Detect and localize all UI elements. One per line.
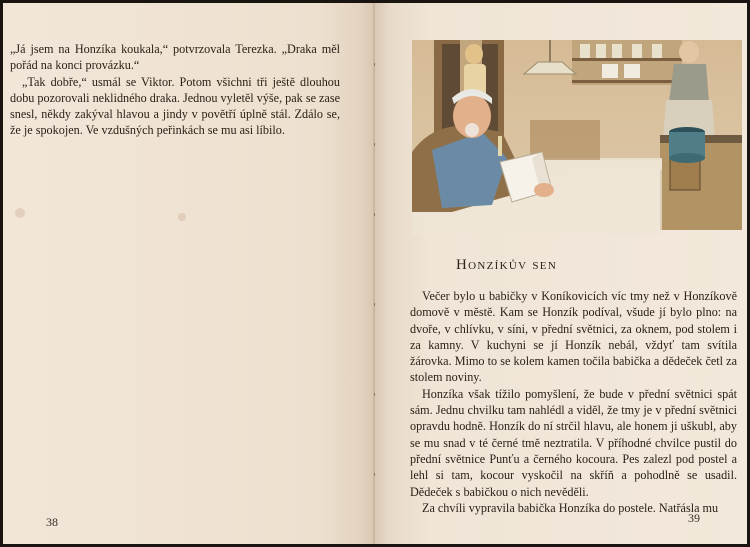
right-page-text	[410, 288, 737, 516]
paragraph: „Já jsem na Honzíka koukala,“ potvrzovala Terezka. „Draka měl pořád na konci provázku.“	[10, 42, 340, 73]
left-page-text	[10, 41, 340, 139]
page-number-left: 38	[46, 515, 58, 529]
paper-stain	[178, 213, 186, 221]
left-page	[3, 3, 375, 544]
kitchen-illustration	[412, 40, 742, 235]
paragraph: „Tak dobře,“ usmál se Viktor. Potom všichni tři ještě dlouhou dobu pozorovali neklidného draka. Jednou vyletěl výše, pak se zase snesl, někdy zakýval hlavou a jindy v povětří úplně stál. Zdálo se, že je spokojen. Ve vzdušných peřinkách se mu asi líbilo.	[10, 74, 340, 138]
right-page	[375, 3, 747, 544]
book-spread	[3, 3, 747, 544]
page-number-right: 39	[688, 511, 700, 525]
chapter-heading: Honzíkův sen	[456, 257, 558, 273]
paragraph: Za chvíli vypravila babička Honzíka do postele. Natřásla mu	[422, 500, 719, 515]
paragraph: Večer bylo u babičky v Koníkovicích víc tmy než v Honzíkově domově v městě. Kam se Honzík podíval, všude jí bylo plno: na dvoře, v chlívku, v síni, v přední světnici, za oknem, pod stolem i za kamny. V kuchyni se jí Honzík nebál, vždyť tam svítila žárovka. Mimo to se kolem kamen točila babička a dědeček četl za stolem noviny.	[410, 289, 737, 385]
paragraph: Honzíka však tížilo pomyšlení, že bude v přední světnici spát sám. Jednu chvilku tam nahlédl a viděl, že tmy je v přední světnici opravdu hodně. Honzík do ní strčil hlavu, ale honem ji uškubl, aby se mu snad v té černé tmě neztratila. V příhodné chvilce pustil do přední světnice Punťu a černého kocoura. Pes zalezl pod postel a lehl si tam, kocour vyskočil na skříň a pohodlně se usadil. Dědeček s babičkou o nich nevěděli.	[410, 386, 737, 499]
paper-stain	[15, 208, 25, 218]
